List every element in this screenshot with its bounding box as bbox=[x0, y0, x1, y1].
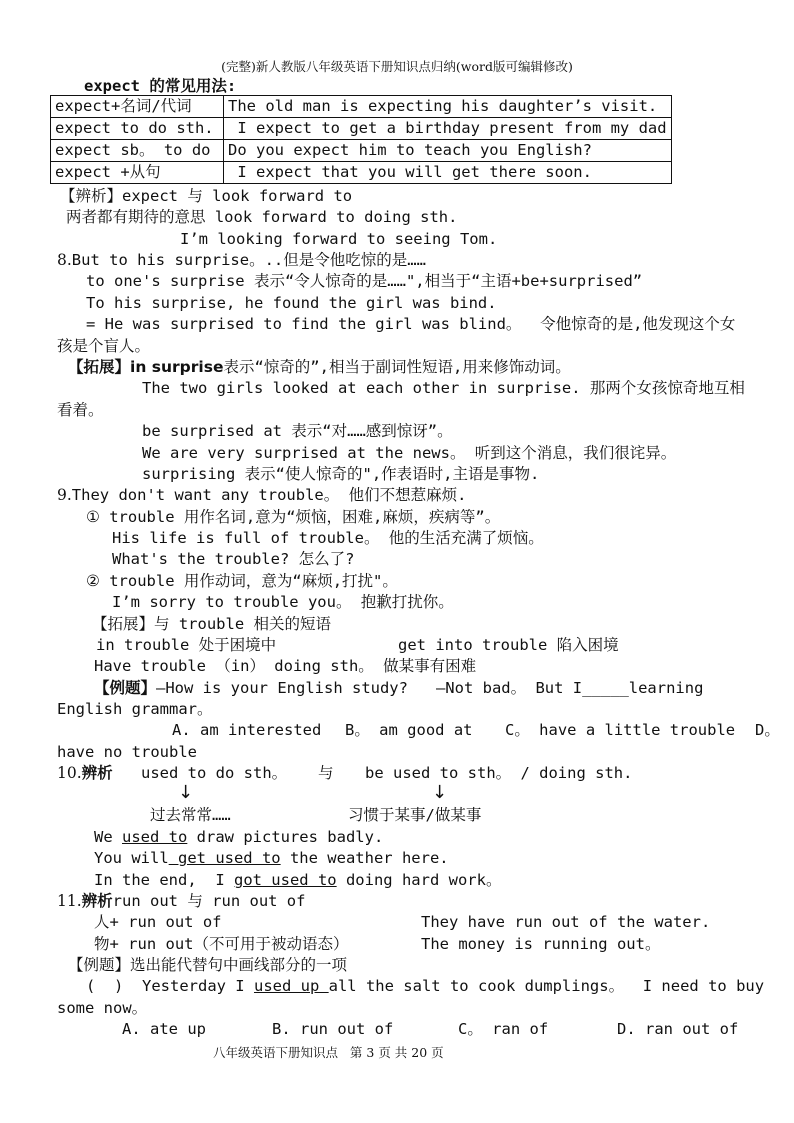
analysis-line: 两者都有期待的意思 look forward to doing sth. bbox=[66, 208, 458, 226]
item-11-title bbox=[57, 891, 305, 911]
text-line: To his surprise, he found the girl was bind. bbox=[86, 294, 497, 312]
page-footer: 八年级英语下册知识点 第 3 页 共 20 页 bbox=[213, 1045, 444, 1060]
extension-label: 【拓展】 bbox=[68, 358, 131, 376]
conjunction: 与 bbox=[318, 764, 334, 782]
option-b: B。 am good at bbox=[345, 721, 473, 739]
example-line: 看着。 bbox=[57, 401, 104, 419]
keyword: in surprise bbox=[130, 358, 224, 376]
option-d: D。 bbox=[755, 721, 780, 739]
option-b: B. run out of bbox=[272, 1020, 394, 1038]
extension-desc: 表示“惊奇的”,相当于副词性短语,用来修饰动词。 bbox=[223, 358, 571, 376]
quiz-line: English grammar。 bbox=[57, 700, 213, 718]
option-a: A. ate up bbox=[122, 1020, 206, 1038]
phrase: used to do sth。 bbox=[141, 764, 288, 782]
table-row bbox=[51, 118, 672, 140]
item-number: 10. bbox=[57, 764, 82, 782]
quiz-label: 【例题】 bbox=[94, 679, 157, 697]
item-label: 辨析 bbox=[81, 764, 113, 782]
section-title-expect: expect 的常见用法: bbox=[84, 77, 237, 95]
text-part: ( ) Yesterday I bbox=[86, 977, 254, 995]
page-header: (完整)新人教版八年级英语下册知识点归纳(word版可编辑修改) bbox=[221, 59, 573, 74]
analysis-title: 【辨析】expect 与 look forward to bbox=[60, 187, 353, 205]
underlined-phrase: used up bbox=[253, 977, 329, 995]
meaning: 习惯于某事/做某事 bbox=[348, 806, 482, 824]
example-line: What's the trouble? 怎么了? bbox=[112, 550, 355, 568]
example-line: surprising 表示“使人惊奇的",作表语时,主语是事物. bbox=[142, 465, 540, 483]
rule: 人+ run out of bbox=[94, 913, 222, 931]
usage-cell: expect to do sth. bbox=[51, 118, 224, 140]
item-number: 9. bbox=[57, 486, 72, 504]
text-part: You will bbox=[94, 849, 169, 867]
text-line: ② trouble 用作动词，意为“麻烦,打扰"。 bbox=[86, 572, 398, 590]
item-label: 辨析 bbox=[81, 892, 113, 910]
text-line: = He was surprised to find the girl was blind。 令他惊奇的是,他发现这个女 bbox=[86, 315, 736, 333]
text-part: We bbox=[94, 828, 122, 846]
quiz-line bbox=[94, 678, 703, 698]
item-title-text: run out 与 run out of bbox=[112, 892, 306, 910]
example-line: The two girls looked at each other in surprise. 那两个女孩惊奇地互相 bbox=[142, 379, 745, 397]
text-part: doing hard work。 bbox=[336, 871, 502, 889]
usage-cell: expect +从句 bbox=[51, 162, 224, 184]
rule: 物+ run out（不可用于被动语态） bbox=[94, 935, 349, 953]
example-line bbox=[94, 827, 383, 847]
example-line bbox=[94, 870, 501, 890]
phrase: in trouble 处于困境中 bbox=[96, 636, 277, 654]
item-number: 8. bbox=[57, 251, 72, 269]
quiz-title: 【例题】选出能代替句中画线部分的一项 bbox=[68, 956, 348, 974]
text-part: In the end, I bbox=[94, 871, 234, 889]
table-row bbox=[51, 140, 672, 162]
table-row bbox=[51, 162, 672, 184]
down-arrow-icon: ↓ bbox=[178, 782, 194, 803]
table-row bbox=[51, 96, 672, 118]
meaning: 过去常常…… bbox=[150, 806, 231, 824]
example-line: The money is running out。 bbox=[421, 935, 661, 953]
example-cell: I expect to get a birthday present from my dad bbox=[224, 118, 672, 140]
down-arrow-icon: ↓ bbox=[432, 782, 448, 803]
text-line: ① trouble 用作名词,意为“烦恼，困难,麻烦，疾病等”。 bbox=[86, 508, 501, 526]
text-part: all the salt to cook dumplings。 I need to buy bbox=[328, 977, 765, 995]
extension-title: 【拓展】与 trouble 相关的短语 bbox=[92, 615, 331, 633]
phrase: be used to sth。 / doing sth. bbox=[365, 764, 633, 782]
example-line: I’m sorry to trouble you。 抱歉打扰你。 bbox=[112, 593, 454, 611]
underlined-phrase: get used to bbox=[168, 849, 281, 867]
expect-usage-table bbox=[50, 95, 672, 184]
item-10-title bbox=[57, 763, 113, 783]
option-a: A. am interested bbox=[172, 721, 322, 739]
text-part: draw pictures badly. bbox=[187, 828, 384, 846]
quiz-line bbox=[86, 976, 764, 996]
underlined-phrase: used to bbox=[122, 828, 188, 846]
example-line: They have run out of the water. bbox=[421, 913, 711, 931]
example-line: His life is full of trouble。 他的生活充满了烦恼。 bbox=[112, 529, 544, 547]
example-cell: I expect that you will get there soon. bbox=[224, 162, 672, 184]
analysis-example: I’m looking forward to seeing Tom. bbox=[180, 230, 498, 248]
underlined-phrase: got used to bbox=[233, 871, 337, 889]
extension-line bbox=[68, 357, 571, 377]
quiz-text: —How is your English study? —Not bad。 But I_____learning bbox=[156, 679, 704, 697]
text-line: 孩是个盲人。 bbox=[57, 337, 151, 355]
item-8-title bbox=[57, 250, 426, 270]
option-d-text: have no trouble bbox=[57, 743, 197, 761]
text-part: the weather here. bbox=[280, 849, 449, 867]
item-9-title bbox=[57, 485, 466, 505]
option-c: C。 ran of bbox=[458, 1020, 549, 1038]
example-line: We are very surprised at the news。 听到这个消息，我们很诧异。 bbox=[142, 444, 677, 462]
example-cell: Do you expect him to teach you English? bbox=[224, 140, 672, 162]
example-line: be surprised at 表示“对……感到惊讶”。 bbox=[142, 422, 453, 440]
example-line bbox=[94, 848, 449, 868]
usage-cell: expect+名词/代词 bbox=[51, 96, 224, 118]
quiz-line: some now。 bbox=[57, 999, 148, 1017]
option-c: C。 have a little trouble bbox=[505, 721, 736, 739]
phrase: Have trouble （in） doing sth。 做某事有困难 bbox=[94, 657, 477, 675]
usage-cell: expect sb。 to do bbox=[51, 140, 224, 162]
text-line: to one's surprise 表示“令人惊奇的是……",相当于“主语+be+surprised” bbox=[86, 272, 643, 290]
item-title-text: But to his surprise。..但是令他吃惊的是…… bbox=[71, 251, 426, 269]
example-cell: The old man is expecting his daughter’s visit. bbox=[224, 96, 672, 118]
item-number: 11. bbox=[57, 892, 82, 910]
item-title-text: They don't want any trouble。 他们不想惹麻烦. bbox=[71, 486, 467, 504]
option-d: D. ran out of bbox=[617, 1020, 739, 1038]
phrase: get into trouble 陷入困境 bbox=[398, 636, 619, 654]
